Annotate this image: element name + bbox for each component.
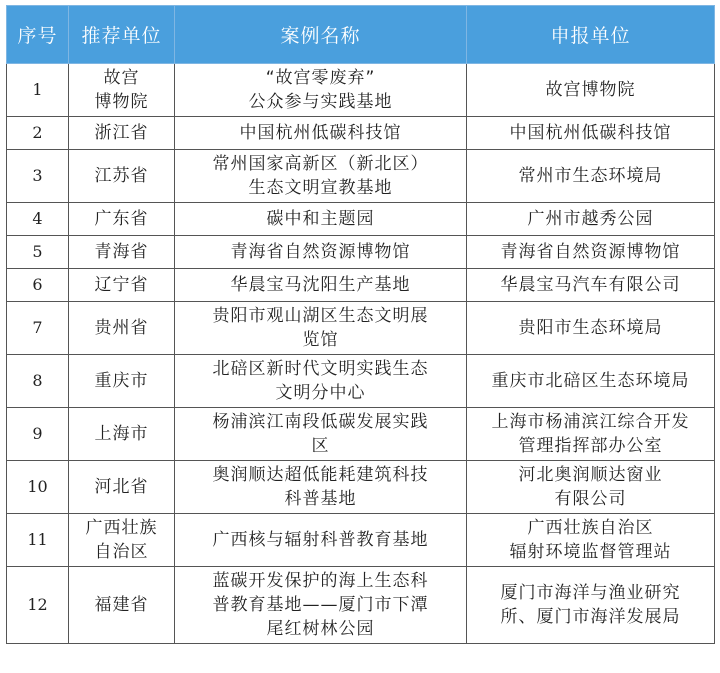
header-applicant: 申报单位 <box>467 6 715 64</box>
cell-recommender: 广东省 <box>69 203 175 236</box>
cell-applicant: 重庆市北碚区生态环境局 <box>467 355 715 408</box>
cell-no: 6 <box>7 269 69 302</box>
cell-applicant: 华晨宝马汽车有限公司 <box>467 269 715 302</box>
case-table <box>6 5 715 644</box>
cell-recommender: 江苏省 <box>69 150 175 203</box>
cell-recommender: 辽宁省 <box>69 269 175 302</box>
cell-recommender: 上海市 <box>69 408 175 461</box>
cell-recommender: 故宫 博物院 <box>69 64 175 117</box>
cell-case-name: 华晨宝马沈阳生产基地 <box>175 269 467 302</box>
cell-case-name: 北碚区新时代文明实践生态 文明分中心 <box>175 355 467 408</box>
cell-applicant: 厦门市海洋与渔业研究 所、厦门市海洋发展局 <box>467 567 715 644</box>
cell-case-name: 奥润顺达超低能耗建筑科技 科普基地 <box>175 461 467 514</box>
table-row <box>7 302 715 355</box>
case-table-container <box>6 5 714 644</box>
cell-case-name: “故宫零废弃” 公众参与实践基地 <box>175 64 467 117</box>
table-row <box>7 236 715 269</box>
cell-recommender: 广西壮族 自治区 <box>69 514 175 567</box>
table-row <box>7 567 715 644</box>
cell-recommender: 浙江省 <box>69 117 175 150</box>
cell-recommender: 贵州省 <box>69 302 175 355</box>
cell-applicant: 贵阳市生态环境局 <box>467 302 715 355</box>
table-row <box>7 117 715 150</box>
table-row <box>7 150 715 203</box>
table-header-row <box>7 6 715 64</box>
header-recommender: 推荐单位 <box>69 6 175 64</box>
table-row <box>7 269 715 302</box>
header-case-name: 案例名称 <box>175 6 467 64</box>
cell-no: 8 <box>7 355 69 408</box>
cell-case-name: 广西核与辐射科普教育基地 <box>175 514 467 567</box>
table-row <box>7 64 715 117</box>
cell-case-name: 贵阳市观山湖区生态文明展 览馆 <box>175 302 467 355</box>
table-row <box>7 514 715 567</box>
cell-applicant: 广西壮族自治区 辐射环境监督管理站 <box>467 514 715 567</box>
cell-no: 10 <box>7 461 69 514</box>
cell-case-name: 碳中和主题园 <box>175 203 467 236</box>
cell-applicant: 广州市越秀公园 <box>467 203 715 236</box>
cell-case-name: 蓝碳开发保护的海上生态科 普教育基地——厦门市下潭 尾红树林公园 <box>175 567 467 644</box>
cell-recommender: 福建省 <box>69 567 175 644</box>
cell-case-name: 青海省自然资源博物馆 <box>175 236 467 269</box>
cell-case-name: 中国杭州低碳科技馆 <box>175 117 467 150</box>
cell-applicant: 中国杭州低碳科技馆 <box>467 117 715 150</box>
cell-case-name: 杨浦滨江南段低碳发展实践 区 <box>175 408 467 461</box>
cell-applicant: 故宫博物院 <box>467 64 715 117</box>
cell-no: 4 <box>7 203 69 236</box>
table-row <box>7 461 715 514</box>
cell-no: 7 <box>7 302 69 355</box>
cell-no: 9 <box>7 408 69 461</box>
cell-applicant: 河北奥润顺达窗业 有限公司 <box>467 461 715 514</box>
cell-case-name: 常州国家高新区（新北区） 生态文明宣教基地 <box>175 150 467 203</box>
cell-applicant: 常州市生态环境局 <box>467 150 715 203</box>
table-row <box>7 408 715 461</box>
cell-applicant: 青海省自然资源博物馆 <box>467 236 715 269</box>
cell-applicant: 上海市杨浦滨江综合开发 管理指挥部办公室 <box>467 408 715 461</box>
table-row <box>7 355 715 408</box>
table-row <box>7 203 715 236</box>
cell-no: 3 <box>7 150 69 203</box>
cell-no: 12 <box>7 567 69 644</box>
cell-no: 11 <box>7 514 69 567</box>
cell-recommender: 河北省 <box>69 461 175 514</box>
cell-no: 2 <box>7 117 69 150</box>
cell-recommender: 青海省 <box>69 236 175 269</box>
header-no: 序号 <box>7 6 69 64</box>
cell-recommender: 重庆市 <box>69 355 175 408</box>
cell-no: 5 <box>7 236 69 269</box>
cell-no: 1 <box>7 64 69 117</box>
